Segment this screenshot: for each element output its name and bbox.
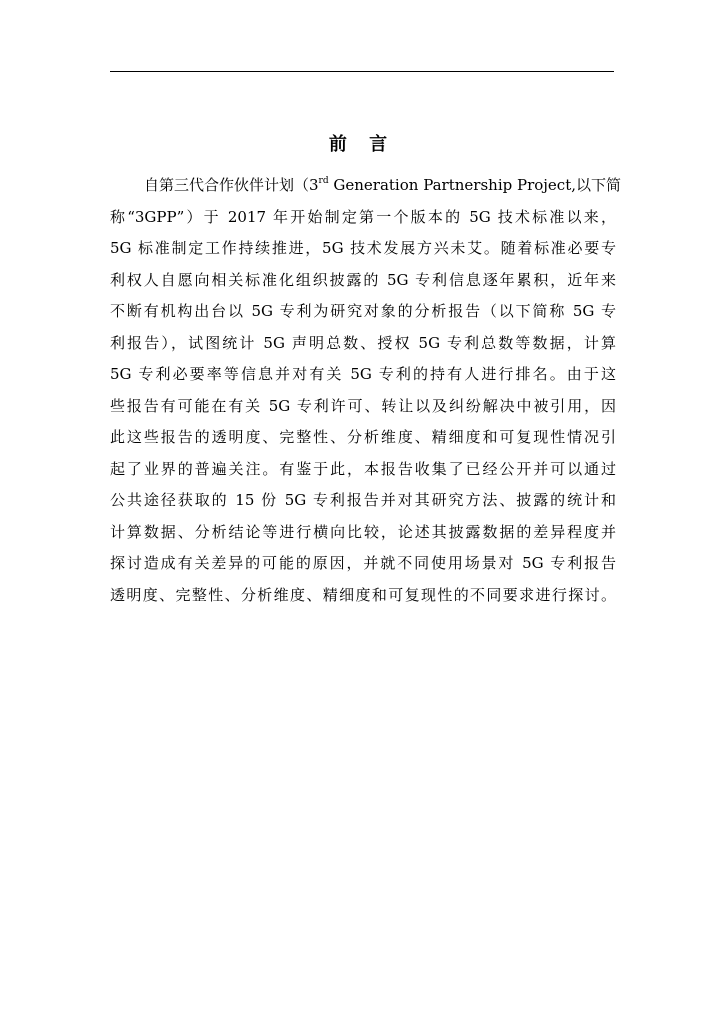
paragraph-line-14: 透明度、完整性、分析维度、精细度和可复现性的不同要求进行探讨。 bbox=[110, 585, 616, 604]
paragraph-line-3: 5G 标准制定工作持续推进，5G 技术发展方兴未艾。随着标准必要专 bbox=[110, 239, 616, 257]
paragraph-line-9: 此这些报告的透明度、完整性、分析维度、精细度和可复现性情况引 bbox=[110, 428, 616, 446]
paragraph-line-4: 利权人自愿向相关标准化组织披露的 5G 专利信息逐年累积，近年来 bbox=[110, 270, 616, 289]
paragraph-line-1 bbox=[110, 170, 622, 202]
preface-paragraph bbox=[110, 170, 622, 611]
paragraph-line-7: 5G 专利必要率等信息并对有关 5G 专利的持有人进行排名。由于这 bbox=[110, 365, 616, 383]
paragraph-line-12: 计算数据、分析结论等进行横向比较，论述其披露数据的差异程度并 bbox=[110, 522, 616, 541]
paragraph-line-2: 称“3GPP”）于 2017 年开始制定第一个版本的 5G 技术标准以来， bbox=[110, 207, 616, 226]
paragraph-line-8: 些报告有可能在有关 5G 专利许可、转让以及纠纷解决中被引用，因 bbox=[110, 396, 616, 415]
paragraph-line-11: 公共途径获取的 15 份 5G 专利报告并对其研究方法、披露的统计和 bbox=[110, 491, 616, 509]
paragraph-line-13: 探讨造成有关差异的可能的原因，并就不同使用场景对 5G 专利报告 bbox=[110, 554, 616, 572]
paragraph-line-10: 起了业界的普遍关注。有鉴于此，本报告收集了已经公开并可以通过 bbox=[110, 459, 616, 478]
superscript-rd: rd bbox=[318, 176, 329, 186]
paragraph-line-1-start: 自第三代合作伙伴计划（3 bbox=[144, 176, 319, 194]
page-title: 前 言 bbox=[328, 134, 396, 155]
header-rule bbox=[110, 71, 614, 72]
paragraph-line-5: 不断有机构出台以 5G 专利为研究对象的分析报告（以下简称 5G 专 bbox=[110, 302, 616, 320]
paragraph-line-6: 利报告），试图统计 5G 声明总数、授权 5G 专利总数等数据，计算 bbox=[110, 333, 616, 352]
paragraph-line-1-end: Generation Partnership Project,以下简 bbox=[328, 176, 622, 194]
